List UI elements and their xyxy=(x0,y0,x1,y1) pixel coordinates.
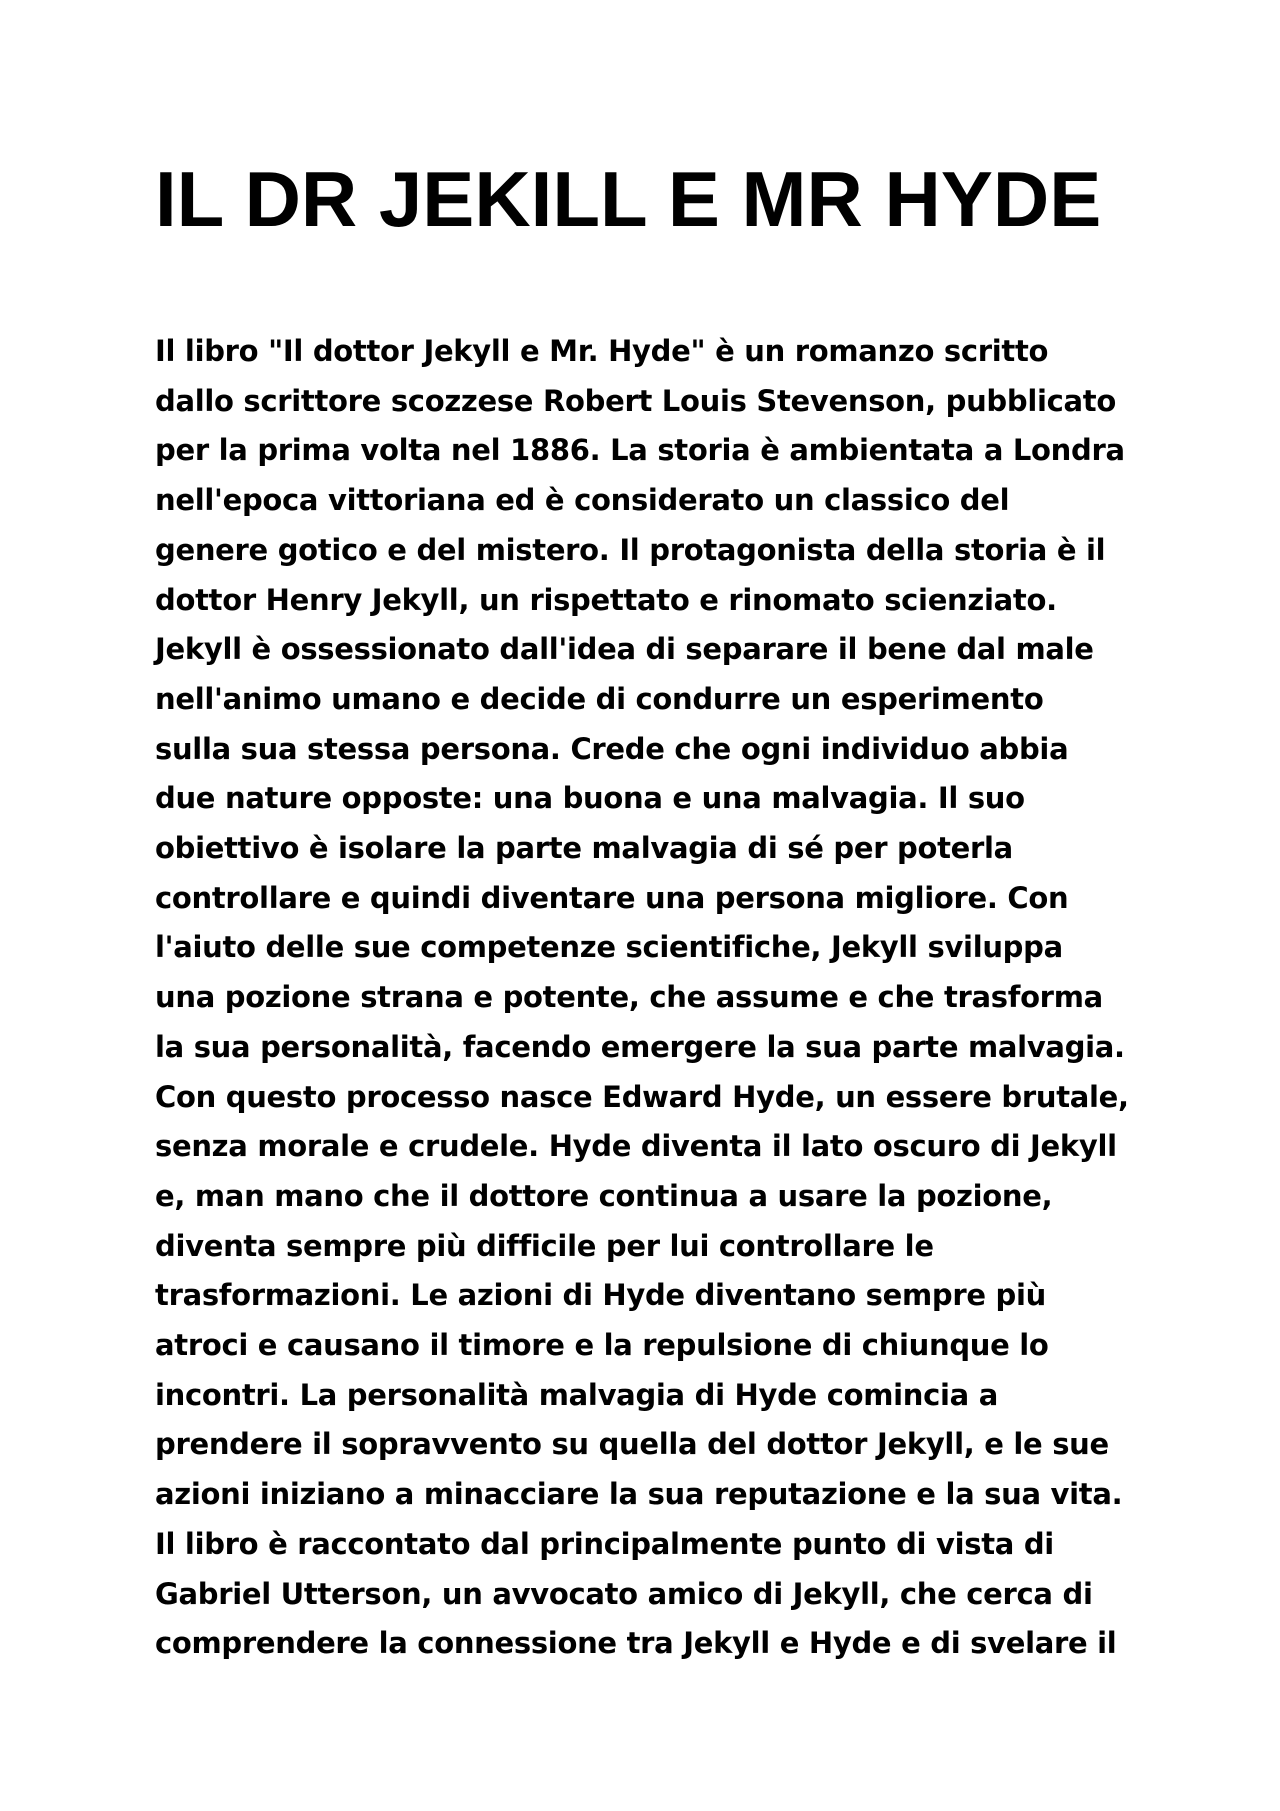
text-line: Gabriel Utterson, un avvocato amico di Jekyll, che cerca di xyxy=(155,1576,1093,1611)
text-line: due nature opposte: una buona e una malvagia. Il suo xyxy=(155,781,1025,816)
page-title: IL DR JEKILL E MR HYDE xyxy=(155,155,1102,243)
text-line: Il libro è raccontato dal principalmente punto di vista di xyxy=(155,1526,1054,1561)
text-line: trasformazioni. Le azioni di Hyde diventano sempre più xyxy=(155,1278,1046,1313)
text-line: incontri. La personalità malvagia di Hyde comincia a xyxy=(155,1377,998,1412)
text-line: senza morale e crudele. Hyde diventa il lato oscuro di Jekyll xyxy=(155,1129,1117,1164)
text-line: comprendere la connessione tra Jekyll e Hyde e di svelare il xyxy=(155,1626,1117,1661)
text-line: una pozione strana e potente, che assume e che trasforma xyxy=(155,980,1103,1015)
text-line: per la prima volta nel 1886. La storia è ambientata a Londra xyxy=(155,433,1125,468)
body-paragraph xyxy=(155,327,1165,1669)
text-line: obiettivo è isolare la parte malvagia di sé per poterla xyxy=(155,831,1013,866)
text-line: e, man mano che il dottore continua a usare la pozione, xyxy=(155,1178,1053,1213)
text-line: atroci e causano il timore e la repulsione di chiunque lo xyxy=(155,1328,1049,1363)
text-line: dallo scrittore scozzese Robert Louis Stevenson, pubblicato xyxy=(155,383,1116,418)
text-line: nell'epoca vittoriana ed è considerato un classico del xyxy=(155,483,1010,518)
text-line: l'aiuto delle sue competenze scientifiche, Jekyll sviluppa xyxy=(155,930,1063,965)
text-line: diventa sempre più difficile per lui controllare le xyxy=(155,1228,934,1263)
text-line: azioni iniziano a minacciare la sua reputazione e la sua vita. xyxy=(155,1477,1123,1512)
text-line: nell'animo umano e decide di condurre un esperimento xyxy=(155,681,1044,716)
text-line: genere gotico e del mistero. Il protagonista della storia è il xyxy=(155,532,1106,567)
text-line: Jekyll è ossessionato dall'idea di separare il bene dal male xyxy=(155,632,1094,667)
text-line: dottor Henry Jekyll, un rispettato e rinomato scienziato. xyxy=(155,582,1057,617)
text-line: prendere il sopravvento su quella del dottor Jekyll, e le sue xyxy=(155,1427,1109,1462)
text-line: Con questo processo nasce Edward Hyde, un essere brutale, xyxy=(155,1079,1129,1114)
text-line: controllare e quindi diventare una persona migliore. Con xyxy=(155,880,1069,915)
text-line: la sua personalità, facendo emergere la sua parte malvagia. xyxy=(155,1029,1125,1064)
text-line: sulla sua stessa persona. Crede che ogni individuo abbia xyxy=(155,731,1069,766)
text-line: Il libro "Il dottor Jekyll e Mr. Hyde" è un romanzo scritto xyxy=(155,334,1049,368)
